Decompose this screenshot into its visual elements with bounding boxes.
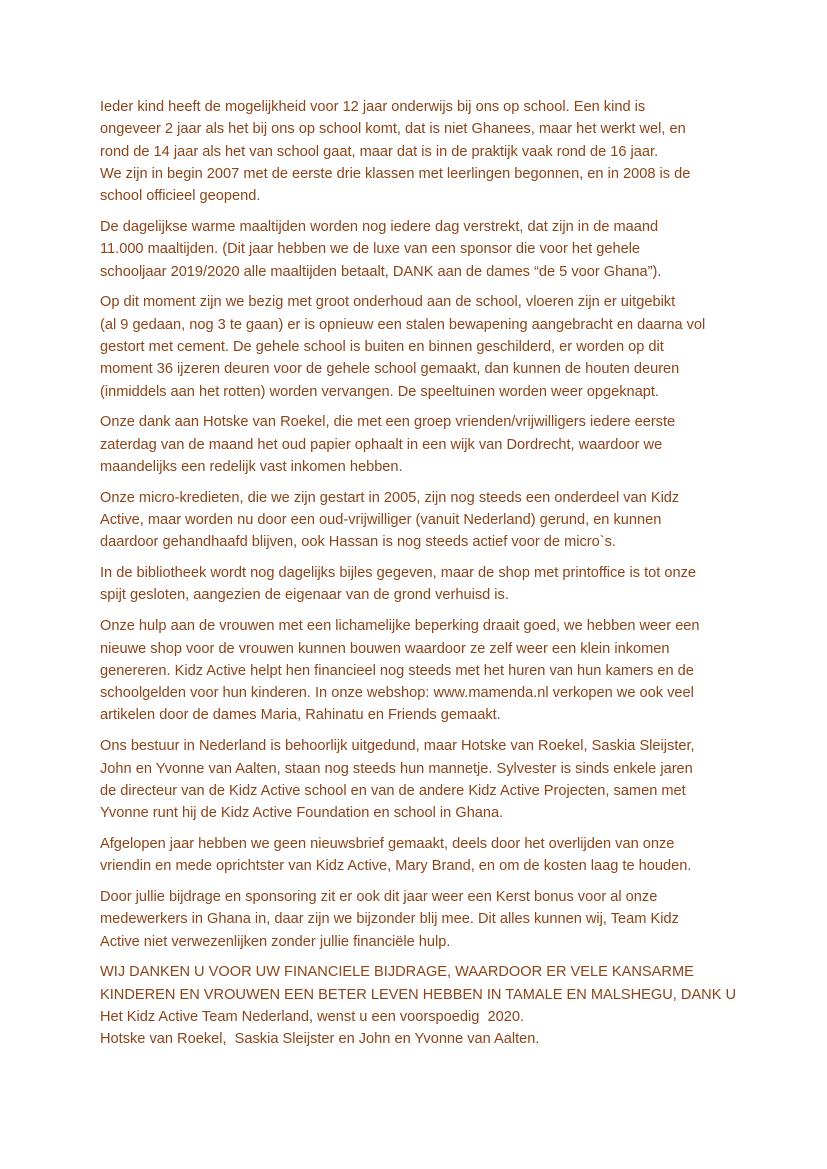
text-line: (al 9 gedaan, nog 3 te gaan) er is opnieuw een stalen bewapening aangebracht en daarna vol [100, 316, 706, 333]
text-line: schooljaar 2019/2020 alle maaltijden betaalt, DANK aan de dames “de 5 voor Ghana”). [100, 263, 662, 280]
text-line: school officieel geopend. [100, 188, 261, 205]
text-line: Active niet verwezenlijken zonder jullie financiële hulp. [100, 933, 451, 950]
text-line: maandelijks een redelijk vast inkomen hebben. [100, 458, 403, 475]
text-line: ongeveer 2 jaar als het bij ons op school komt, dat is niet Ghanees, maar het werkt wel, en [100, 121, 686, 138]
paragraph-meals [100, 216, 740, 283]
text-line: Afgelopen jaar hebben we geen nieuwsbrief gemaakt, deels door het overlijden van onze [100, 835, 675, 852]
text-line: Yvonne runt hij de Kidz Active Foundation en school in Ghana. [100, 805, 504, 822]
text-line: Ons bestuur in Nederland is behoorlijk uitgedund, maar Hotske van Roekel, Saskia Sleijster, [100, 738, 695, 755]
text-line: WIJ DANKEN U VOOR UW FINANCIELE BIJDRAGE, WAARDOOR ER VELE KANSARME [100, 964, 694, 981]
text-line: daardoor gehandhaafd blijven, ook Hassan is nog steeds actief voor de micro`s. [100, 534, 616, 551]
text-line: zaterdag van de maand het oud papier ophaalt in een wijk van Dordrecht, waardoor we [100, 436, 663, 453]
text-line: Op dit moment zijn we bezig met groot onderhoud aan de school, vloeren zijn er uitgebikt [100, 294, 676, 311]
text-line: de directeur van de Kidz Active school en van de andere Kidz Active Projecten, samen met [100, 782, 686, 799]
text-line: (inmiddels aan het rotten) worden vervangen. De speeltuinen worden weer opgeknapt. [100, 383, 659, 400]
text-line: Onze micro-kredieten, die we zijn gestart in 2005, zijn nog steeds een onderdeel van Kidz [100, 489, 680, 506]
text-line: nieuwe shop voor de vrouwen kunnen bouwen waardoor ze zelf weer een klein inkomen [100, 640, 670, 657]
text-line: moment 36 ijzeren deuren voor de gehele school gemaakt, dan kunnen de houten deuren [100, 361, 680, 378]
paragraph-board [100, 735, 740, 824]
paragraph-school-education [100, 96, 740, 207]
paragraph-women-support [100, 615, 740, 726]
document-page [100, 96, 740, 1059]
text-line: Onze dank aan Hotske van Roekel, die met een groep vrienden/vrijwilligers iedere eerste [100, 414, 676, 431]
text-line: Door jullie bijdrage en sponsoring zit er ook dit jaar weer een Kerst bonus voor al onze [100, 889, 658, 905]
paragraph-maintenance [100, 291, 740, 402]
text-line: gestort met cement. De gehele school is buiten en binnen geschilderd, er worden op dit [100, 338, 664, 355]
paragraph-closing-signature [100, 961, 740, 1050]
text-line: medewerkers in Ghana in, daar zijn we bijzonder blij mee. Dit alles kunnen wij, Team Kidz [100, 911, 679, 928]
text-line: De dagelijkse warme maaltijden worden nog iedere dag verstrekt, dat zijn in de maand [100, 218, 659, 235]
text-line: 11.000 maaltijden. (Dit jaar hebben we de luxe van een sponsor die voor het gehele [100, 241, 641, 258]
text-line: KINDEREN EN VROUWEN EEN BETER LEVEN HEBBEN IN TAMALE EN MALSHEGU, DANK U [100, 986, 737, 1003]
text-line: genereren. Kidz Active helpt hen financieel nog steeds met het huren van hun kamers en de [100, 662, 694, 679]
text-line: schoolgelden voor hun kinderen. In onze webshop: www.mamenda.nl verkopen we ook veel [100, 685, 694, 702]
text-line: rond de 14 jaar als het van school gaat, maar dat is in de praktijk vaak rond de 16 jaar. [100, 143, 659, 160]
paragraph-paper-collection [100, 411, 740, 478]
paragraph-christmas-bonus [100, 886, 740, 953]
text-line: Active, maar worden nu door een oud-vrijwilliger (vanuit Nederland) gerund, en kunnen [100, 512, 662, 529]
text-line: In de bibliotheek wordt nog dagelijks bijles gegeven, maar de shop met printoffice is tot onze [100, 565, 696, 582]
paragraph-newsletter [100, 833, 740, 878]
text-line: John en Yvonne van Aalten, staan nog steeds hun mannetje. Sylvester is sinds enkele jaren [100, 760, 693, 777]
text-line: artikelen door de dames Maria, Rahinatu en Friends gemaakt. [100, 707, 501, 724]
text-line: Onze hulp aan de vrouwen met een lichamelijke beperking draait goed, we hebben weer een [100, 618, 700, 635]
text-line: vriendin en mede oprichtster van Kidz Active, Mary Brand, en om de kosten laag te houden. [100, 858, 692, 875]
text-line: We zijn in begin 2007 met de eerste drie klassen met leerlingen begonnen, en in 2008 is de [100, 165, 691, 182]
paragraph-library [100, 562, 740, 607]
text-line: spijt gesloten, aangezien de eigenaar van de grond verhuisd is. [100, 587, 509, 604]
text-line: Het Kidz Active Team Nederland, wenst u een voorspoedig 2020. [100, 1008, 525, 1025]
paragraph-micro-credits [100, 487, 740, 554]
text-line: Hotske van Roekel, Saskia Sleijster en John en Yvonne van Aalten. [100, 1031, 540, 1048]
text-line: Ieder kind heeft de mogelijkheid voor 12 jaar onderwijs bij ons op school. Een kind is [100, 99, 646, 115]
